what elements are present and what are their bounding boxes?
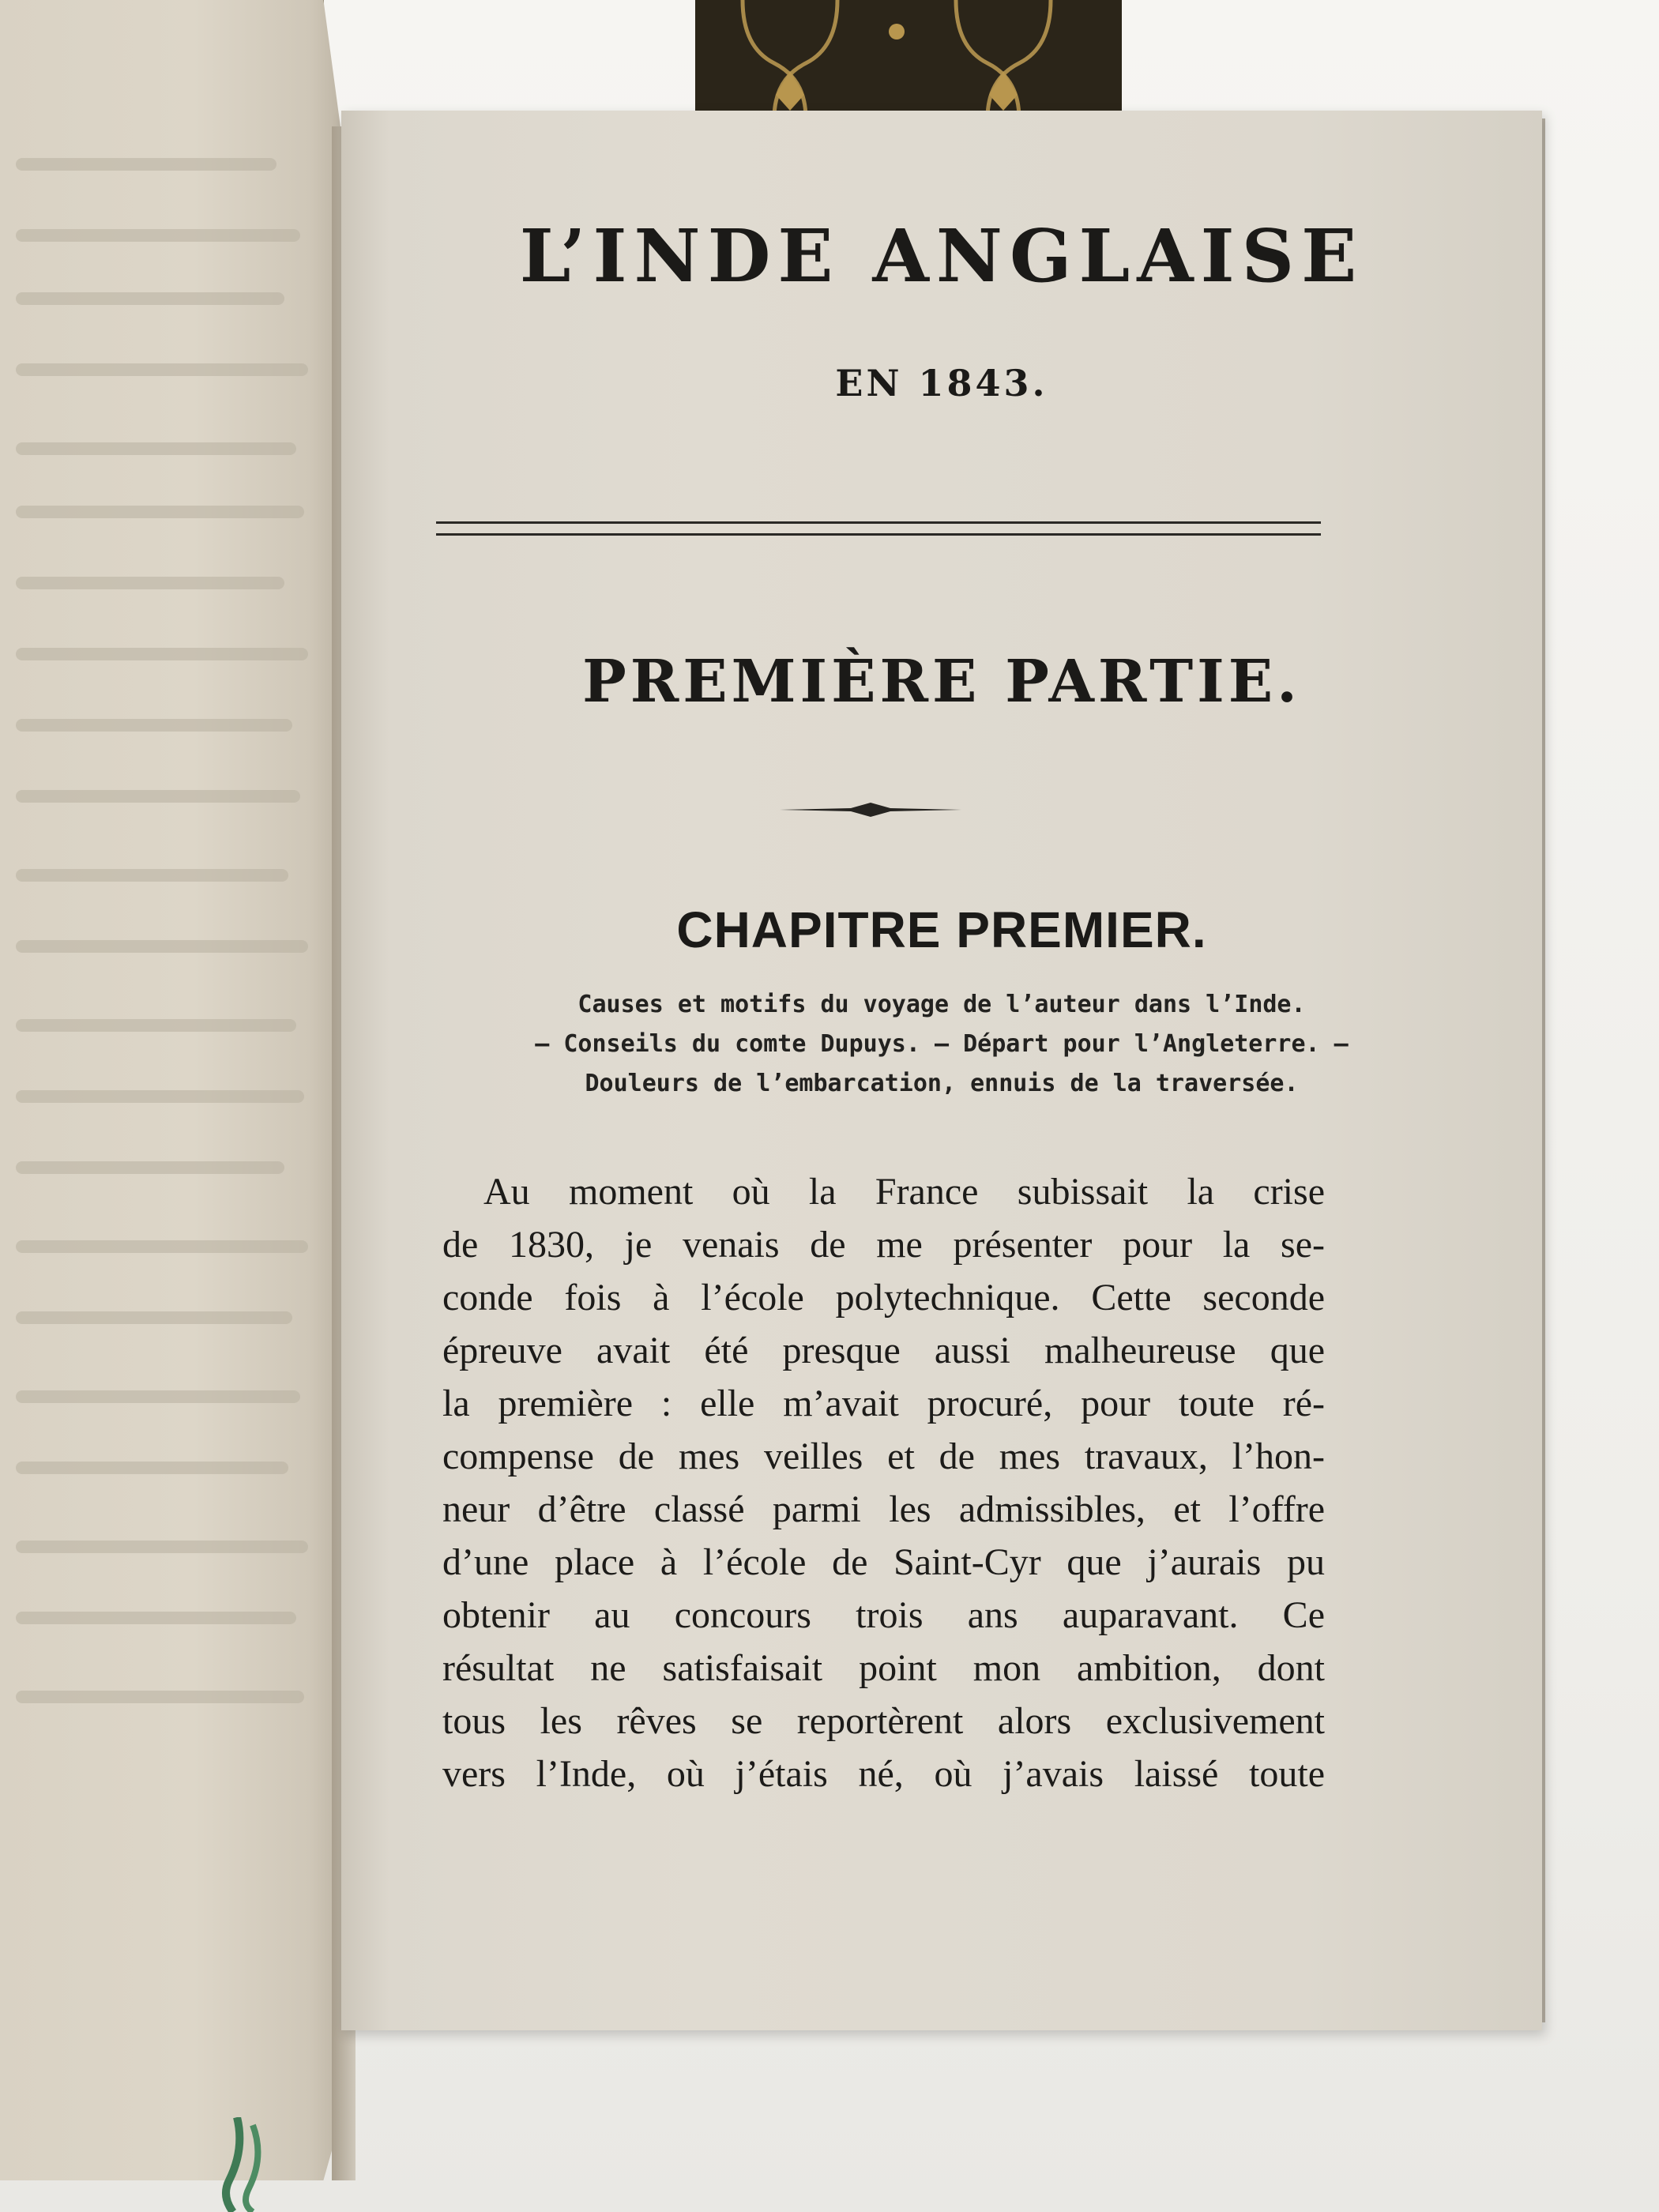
body-text-line: compense de mes veilles et de mes travaux, l’hon- <box>442 1435 1325 1477</box>
background-book-spine <box>695 0 1122 118</box>
ornament-divider-icon <box>780 798 961 822</box>
chapter-summary-line: Douleurs de l’embarcation, ennuis de la traversée. <box>585 1070 1299 1097</box>
left-facing-page <box>0 0 352 2180</box>
part-heading: PREMIÈRE PARTIE. <box>582 648 1301 716</box>
body-text-line: neur d’être classé parmi les admissibles, et l’offre <box>442 1488 1325 1530</box>
body-text-line: la première : elle m’avait procuré, pour toute ré- <box>442 1382 1325 1424</box>
chapter-summary-line: — Conseils du comte Dupuys. — Départ pour l’Angleterre. — <box>535 1030 1349 1058</box>
body-text-line: vers l’Inde, où j’étais né, où j’avais laissé toute <box>442 1753 1325 1795</box>
body-text-line: de 1830, je venais de me présenter pour la se- <box>442 1224 1325 1266</box>
body-text-line: Au moment où la France subissait la crise <box>483 1171 1325 1213</box>
body-text-line: épreuve avait été presque aussi malheureuse que <box>442 1330 1325 1371</box>
chapter-heading: CHAPITRE PREMIER. <box>676 901 1207 958</box>
chapter-summary-line: Causes et motifs du voyage de l’auteur dans l’Inde. <box>577 991 1306 1018</box>
body-text-line: conde fois à l’école polytechnique. Cette seconde <box>442 1277 1325 1319</box>
body-text-line: tous les rêves se reportèrent alors exclusivement <box>442 1700 1325 1742</box>
body-text-line: d’une place à l’école de Saint-Cyr que j’aurais pu <box>442 1541 1325 1583</box>
body-text-line: obtenir au concours trois ans auparavant. Ce <box>442 1594 1325 1636</box>
book-subtitle: EN 1843. <box>835 362 1048 404</box>
right-page <box>341 111 1542 2030</box>
body-text-line: résultat ne satisfaisait point mon ambition, dont <box>442 1647 1325 1689</box>
bookmark-ribbon-icon <box>221 2117 284 2212</box>
double-rule-divider <box>436 521 1321 536</box>
book-title: L’INDE ANGLAISE <box>519 213 1364 299</box>
